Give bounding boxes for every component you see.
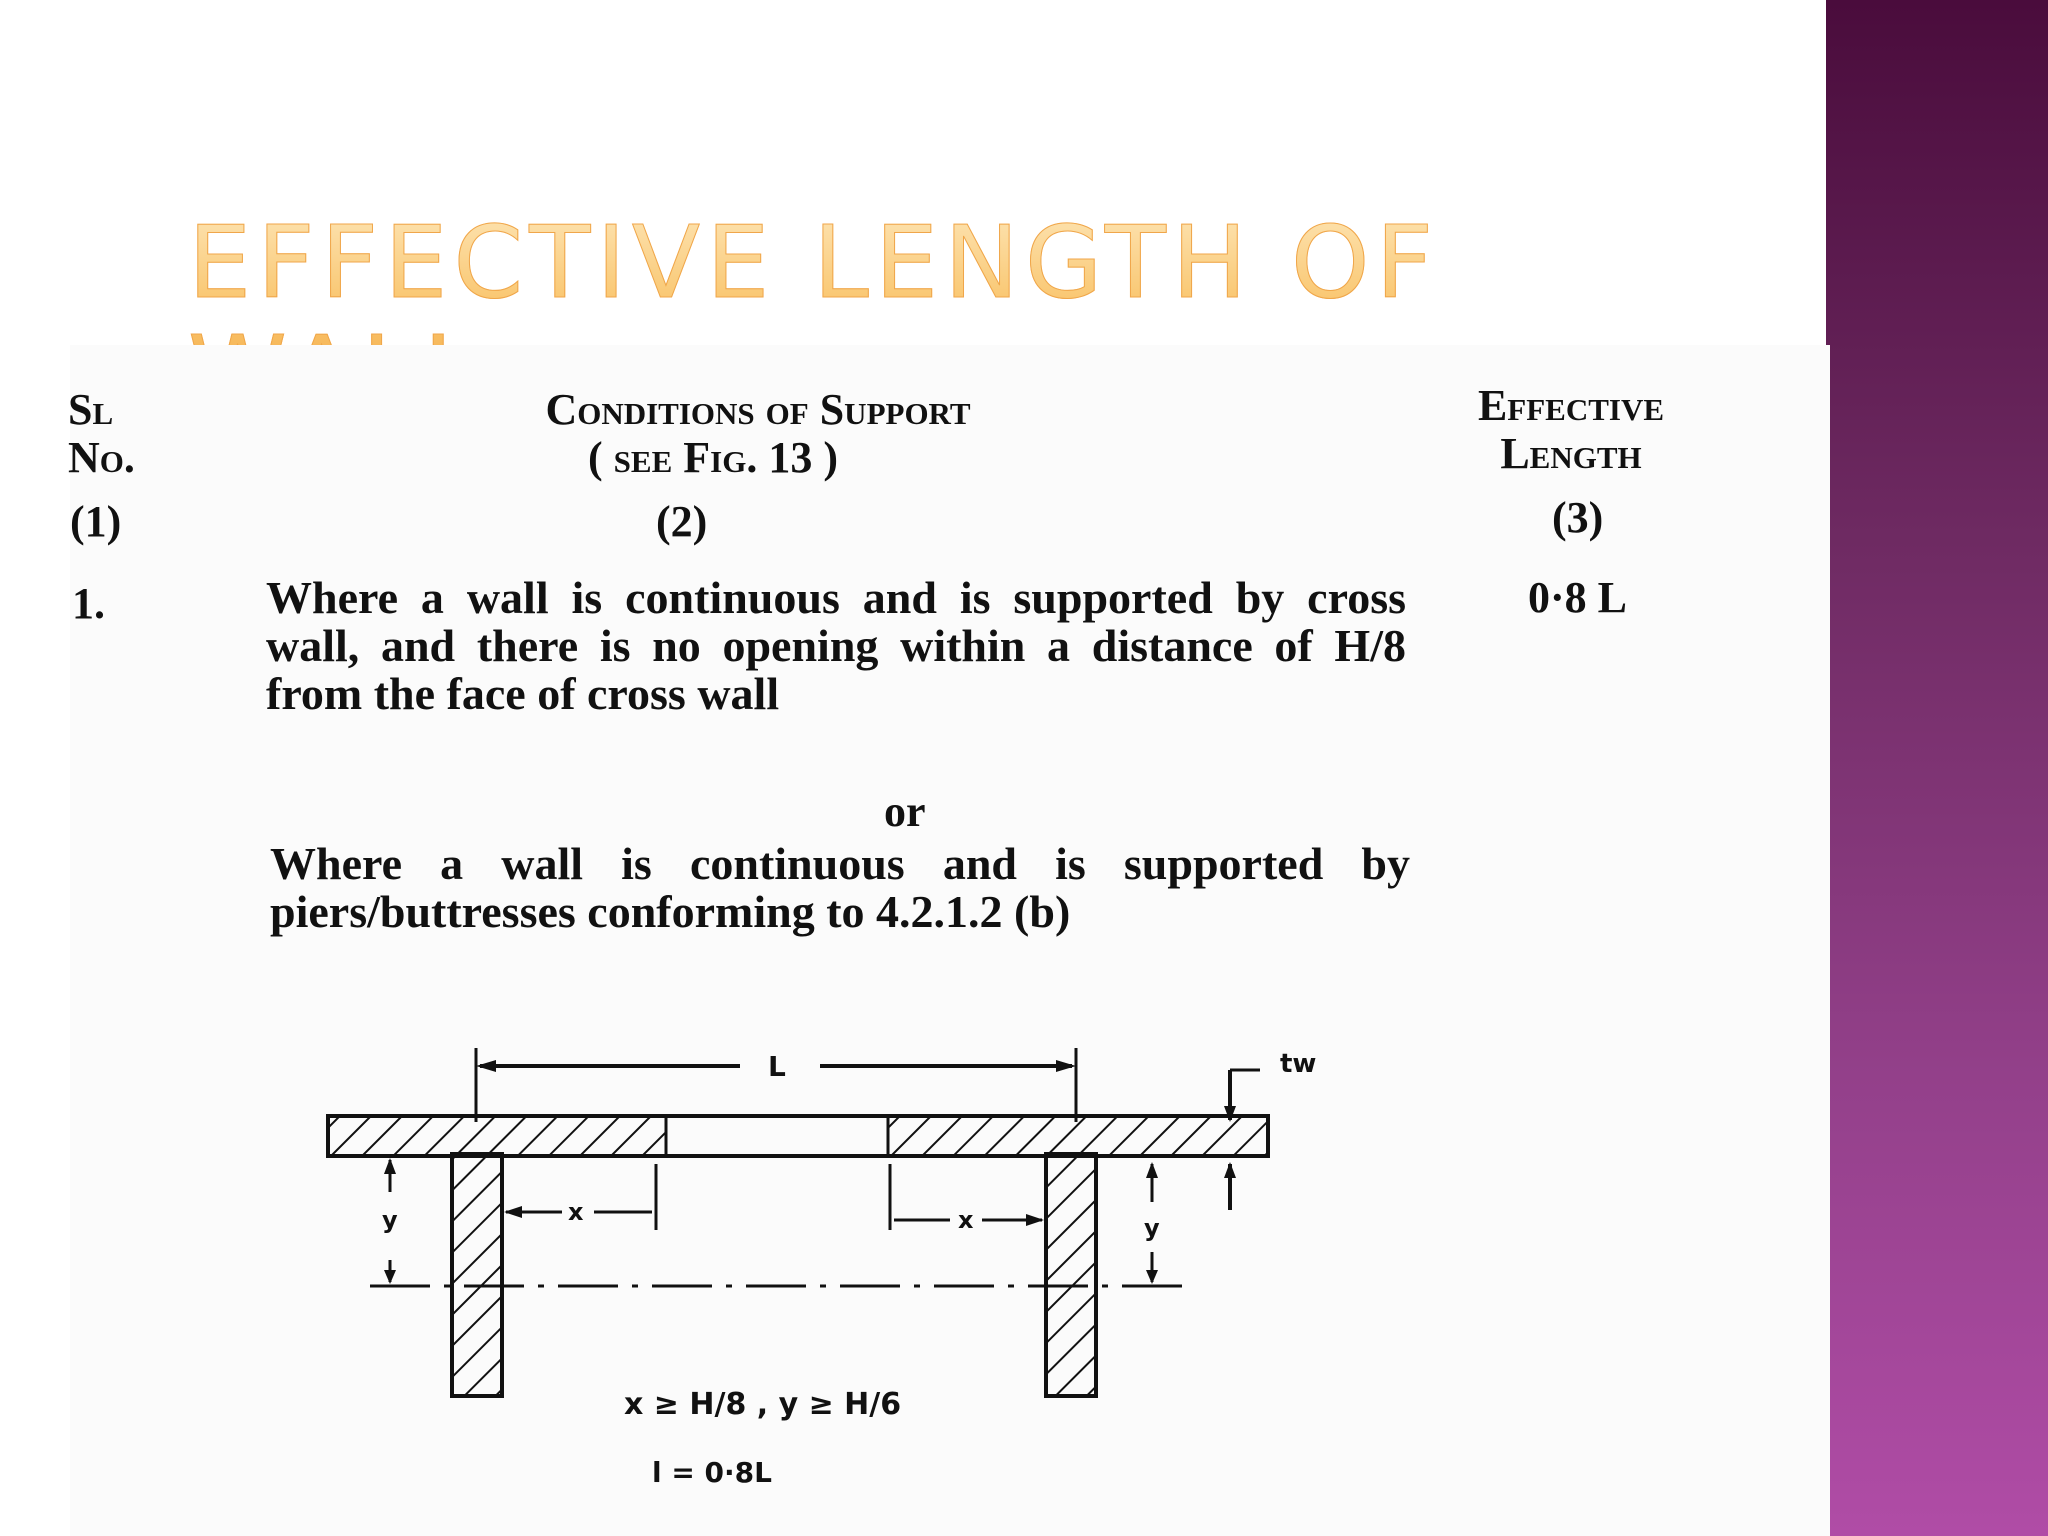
figure-condition: x ≥ H/8 , y ≥ H/6 bbox=[624, 1387, 902, 1422]
condition-text-a: Where a wall is continuous and is supported by cross wall, and there is no opening within a distance of H/8 from the face of cross wall bbox=[266, 572, 1406, 719]
svg-text:x: x bbox=[958, 1206, 974, 1234]
effective-length-value: 0·8 L bbox=[1528, 573, 1628, 622]
cross-wall-right bbox=[1046, 1154, 1096, 1396]
label-tw: tw bbox=[1280, 1049, 1317, 1079]
slide-title: EFFECTIVE LENGTH OF bbox=[188, 208, 1688, 428]
header-effective-length: Effective Length bbox=[1477, 381, 1665, 478]
condition-text-b: Where a wall is continuous and is supported by piers/buttresses conforming to 4.2.1.2 (b) bbox=[270, 838, 1410, 937]
cross-wall-left bbox=[452, 1154, 502, 1396]
header-sl-no: Sl No. bbox=[68, 385, 135, 482]
header-conditions: Conditions of Support ( see Fig. 13 ) bbox=[545, 385, 971, 482]
figure-result: l = 0·8L bbox=[652, 1456, 772, 1489]
main-wall bbox=[328, 1116, 1268, 1156]
svg-text:y: y bbox=[1144, 1214, 1160, 1242]
dimension-y-left bbox=[382, 1158, 398, 1284]
decorative-side-band bbox=[1826, 0, 2048, 1536]
dimension-y-right bbox=[1144, 1162, 1160, 1284]
or-separator: or bbox=[884, 787, 926, 836]
label-L: L bbox=[768, 1050, 786, 1083]
col-number-1: (1) bbox=[70, 497, 122, 546]
dimension-x-right bbox=[890, 1164, 1044, 1234]
col-number-2: (2) bbox=[656, 497, 708, 546]
svg-text:x: x bbox=[568, 1198, 584, 1226]
svg-text:y: y bbox=[382, 1206, 398, 1234]
dimension-L bbox=[476, 1048, 1076, 1122]
wall-plan-figure bbox=[300, 1030, 1360, 1500]
col-number-3: (3) bbox=[1552, 493, 1604, 542]
row-sl-number: 1. bbox=[72, 579, 105, 628]
dimension-x-left bbox=[504, 1164, 656, 1230]
